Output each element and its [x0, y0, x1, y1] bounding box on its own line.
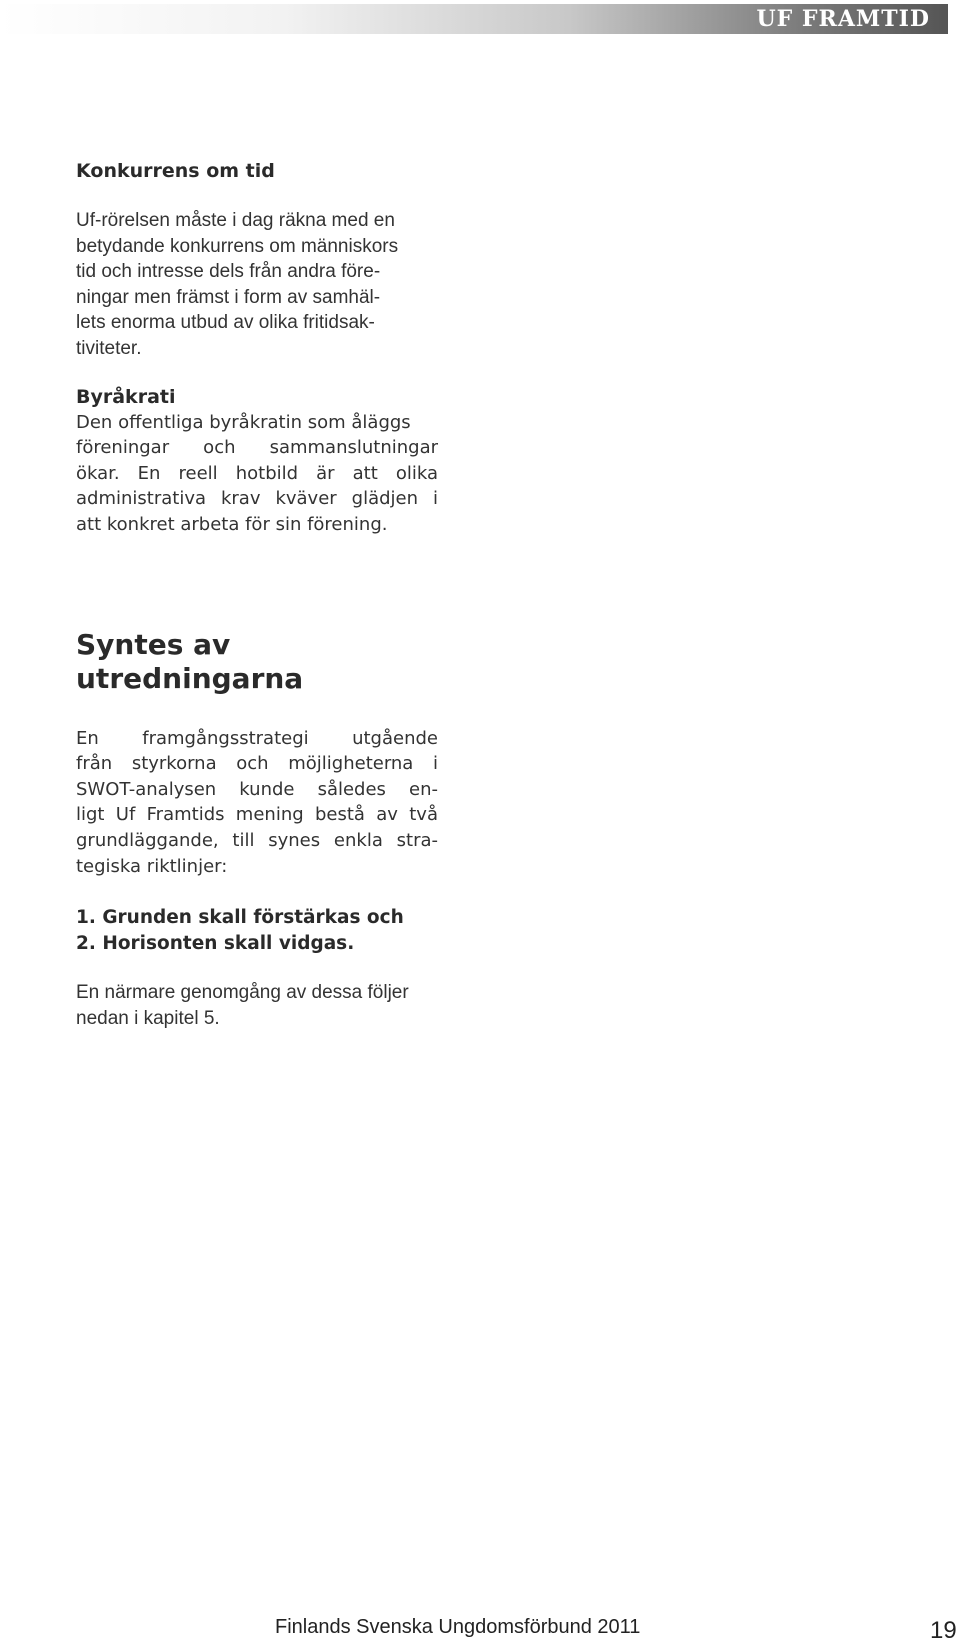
list-item: 1. Grunden skall förstärkas och	[76, 907, 404, 929]
text-line: Den offentliga byråkratin som åläggs	[76, 411, 411, 433]
text-line: ökar. En reell hotbild är att olika	[76, 462, 438, 484]
strategy-list	[76, 905, 438, 956]
text-line: SWOT-analysen kunde således en-	[76, 778, 438, 800]
text-line: administrativa krav kväver glädjen i	[76, 488, 438, 510]
text-line: ningar men främst i form av samhäl-	[76, 286, 381, 308]
footer-organization: Finlands Svenska Ungdomsförbund 2011	[275, 1616, 641, 1638]
text-line: nedan i kapitel 5.	[76, 1007, 220, 1029]
text-line: En framgångsstrategi utgående	[76, 727, 438, 749]
text-line: tid och intresse dels från andra före-	[76, 261, 381, 283]
text-line: tegiska riktlinjer:	[76, 855, 228, 877]
text-line: Uf-rörelsen måste i dag räkna med en	[76, 210, 395, 231]
section-heading: Konkurrens om tid	[76, 160, 275, 182]
section-byrakrati	[76, 384, 438, 538]
paragraph	[76, 410, 438, 538]
text-line: En närmare genomgång av dessa följer	[76, 982, 409, 1004]
text-line: att konkret arbeta för sin förening.	[76, 513, 388, 535]
text-line: ligt Uf Framtids mening bestå av två	[76, 804, 438, 826]
section-syntes	[76, 628, 438, 1032]
header-bar	[0, 4, 948, 34]
text-line: betydande konkurrens om människors	[76, 235, 399, 257]
section-title: Syntes av utredningarna	[76, 627, 304, 695]
section-konkurrens	[76, 158, 438, 362]
text-line: lets enorma utbud av olika fritidsak-	[76, 312, 375, 334]
header-title: UF FRAMTID	[756, 6, 930, 32]
list-item: 2. Horisonten skall vidgas.	[76, 932, 355, 954]
paragraph	[76, 980, 438, 1031]
text-line: grundläggande, till synes enkla stra-	[76, 829, 438, 851]
section-heading: Byråkrati	[76, 385, 176, 408]
text-line: från styrkorna och möjligheterna i	[76, 753, 438, 775]
main-column	[76, 158, 438, 1031]
text-line: tiviteter.	[76, 337, 142, 359]
paragraph	[76, 726, 438, 880]
text-line: föreningar och sammanslutningar	[76, 437, 438, 459]
page-number: 19	[930, 1617, 957, 1644]
paragraph	[76, 208, 438, 362]
